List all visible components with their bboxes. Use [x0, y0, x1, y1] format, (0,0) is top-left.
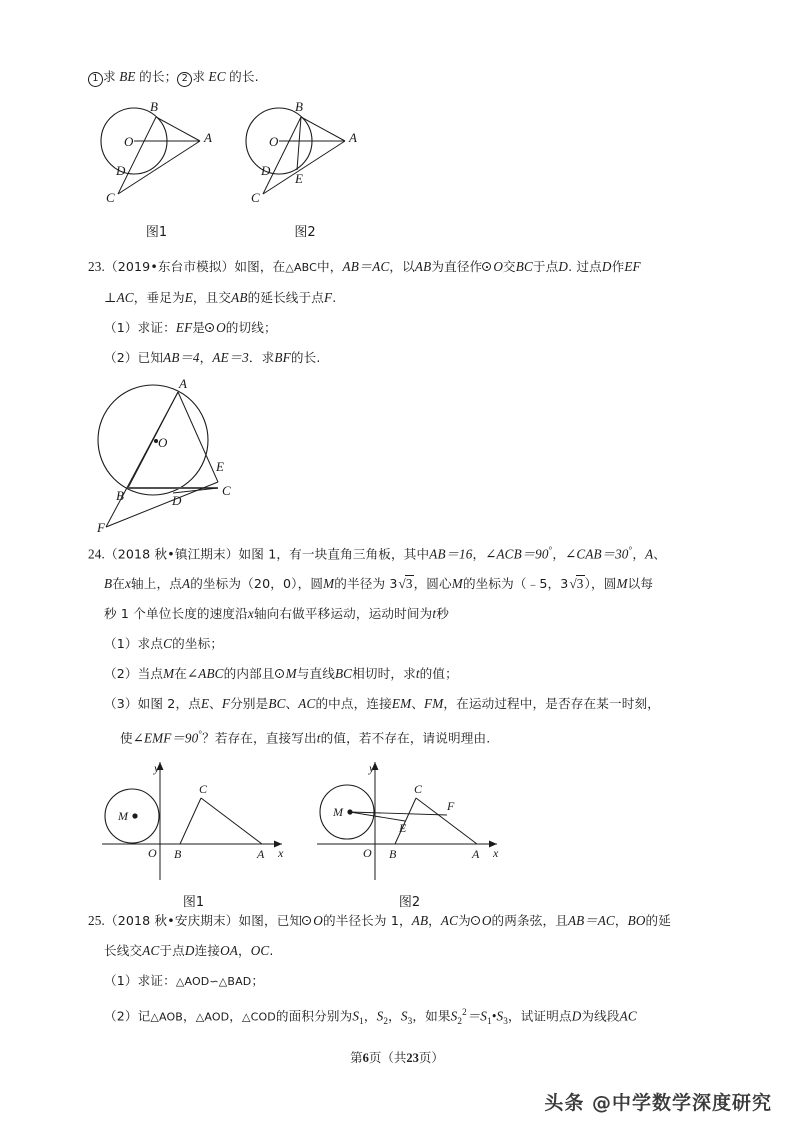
q25-l2-3: 连接: [194, 942, 221, 958]
q24-dot: .: [101, 546, 105, 562]
q25-statement-line-2: [88, 936, 708, 966]
q25-oa: OA: [220, 942, 238, 958]
q24-sub2-6: 的值；: [419, 666, 458, 682]
q24-fig1-svg: [102, 758, 317, 886]
q25-l1-3: ，: [428, 912, 441, 928]
q25-dot: .: [101, 912, 105, 928]
q25-sub2-ac: AC: [619, 1008, 637, 1024]
footer-page-number: 6: [362, 1051, 369, 1065]
q22-seg-be: BE: [119, 69, 136, 84]
q23-number: 23: [88, 259, 102, 274]
q23-figure-svg: [88, 375, 288, 533]
q25-l2-2: 于点: [159, 942, 185, 958]
q24-x-axis-2: x: [247, 606, 254, 622]
q24-sub3-f: F: [221, 696, 231, 712]
q23-body-1: 如图，在: [234, 259, 286, 274]
sqrt-icon: √3: [569, 576, 584, 592]
q24-l2-2: 轴上，点: [130, 576, 182, 592]
q23-body-4: 为直径作: [431, 259, 483, 274]
svg-text:A: A: [349, 130, 357, 145]
q24-sub2-bc: BC: [334, 666, 353, 682]
similar-icon: ∽: [209, 974, 219, 988]
q25-sub1-2: ；: [251, 972, 265, 988]
svg-text:A: A: [204, 130, 212, 145]
q23-sub2-comma: ，: [199, 350, 213, 365]
q25-l1-5: 的两条弦，且: [491, 912, 568, 928]
q24-x-axis: x: [124, 576, 131, 592]
q24-sub1-c: C: [163, 636, 173, 652]
q24-sub1-2: 的坐标；: [172, 636, 224, 652]
q22-fig1-svg: [88, 96, 233, 216]
q24-sub2-t: t: [415, 666, 420, 682]
q24-sub3-7: ，在运动过程中，是否存在某一时刻，: [443, 696, 660, 712]
q23-sub2-ae: AE＝3: [212, 350, 249, 365]
q25-sub2-3: ，: [229, 1008, 243, 1024]
q24-sub2-m-circ: M: [285, 666, 297, 682]
watermark: 头条 @中学数学深度研究: [544, 1092, 772, 1114]
q23-sub1-label: （1）: [104, 320, 138, 335]
q22-figure-1: [88, 96, 233, 240]
q23-sub1-ef: EF: [175, 320, 193, 335]
page-footer: [0, 1048, 794, 1066]
q23-sub2-text-3: 的长.: [290, 350, 321, 365]
q22-figure-group: [88, 96, 708, 238]
q24-l2-1: 在: [112, 576, 125, 592]
q23-triangle-abc: △ABC: [285, 261, 317, 274]
q25-eq-s3-sub: 3: [503, 1015, 508, 1026]
q23-d: D: [558, 259, 569, 274]
q24-l2-3: 的坐标为（20，0），圆: [190, 576, 324, 592]
q23-body-2: 中，: [317, 259, 343, 274]
q24-b: B: [104, 576, 113, 592]
svg-text:B: B: [150, 99, 158, 114]
q23-figure: [88, 375, 708, 535]
q23-ab-eq-ac: AB＝AC: [342, 259, 390, 274]
q25-sub2-7: ，如果: [412, 1008, 451, 1024]
q24-sub1: [88, 629, 708, 659]
q24-sub2-5: 相切时，求: [352, 666, 416, 682]
q25-triangle-aod-2: △AOD: [195, 1010, 230, 1024]
q25-s1: S: [352, 1008, 360, 1024]
q24-l2-4: 的半径为 3: [334, 576, 398, 592]
q24-sub2-angle-abc: ∠ABC: [187, 666, 224, 682]
q23-sub1-text-1: 求证：: [137, 320, 176, 335]
q24-m3: M: [616, 576, 628, 592]
footer-prefix: 第: [350, 1050, 363, 1065]
q22-text-4: 的长.: [229, 69, 259, 84]
q24-l1-2: ，: [472, 546, 486, 562]
q25-bo: BO: [627, 912, 646, 928]
q24-sub3-5: 的中点，连接: [315, 696, 392, 712]
q25-sub2-label: （2）: [104, 1008, 138, 1024]
q24-sub3b-2: ？若存在，直接写出: [202, 730, 317, 746]
q25-sub2-d: D: [571, 1008, 582, 1024]
q24-statement-line-1: [88, 535, 708, 569]
q24-ab: AB＝16: [429, 546, 473, 562]
svg-text:A: A: [179, 376, 187, 391]
svg-text:C: C: [414, 781, 423, 796]
q25-s2-sub: 2: [383, 1015, 389, 1026]
q23-body-8: 作: [611, 259, 625, 274]
q24-angle-cab: ∠CAB＝30: [565, 546, 629, 562]
q24-sub3b-deg: °: [198, 729, 203, 740]
q25-sub2-2: ，: [183, 1008, 196, 1024]
q24-sub3-ac: AC: [298, 696, 316, 712]
q25-triangle-bad: △BAD: [218, 974, 252, 988]
svg-text:M: M: [333, 804, 343, 819]
q24-a: A: [645, 546, 654, 562]
item-marker-2: 2: [177, 72, 192, 87]
q23-sub2-ab: AB＝4: [163, 350, 200, 365]
q25-eq-s1-sub: 1: [486, 1015, 492, 1026]
q22-fig2-svg: [233, 96, 383, 216]
q24-l3-1: 秒 1 个单位长度的速度沿: [104, 606, 248, 622]
q24-l1-1: 如图 1，有一块直角三角板，其中: [238, 546, 430, 562]
q24-sub3-line-2: [88, 719, 708, 753]
q25-l1-7: 的延: [645, 912, 672, 928]
q24-sub3-label: （3）: [104, 696, 138, 712]
q24-l3-3: 秒: [436, 606, 449, 622]
q25-sub2-9: 为线段: [581, 1008, 620, 1024]
svg-text:B: B: [295, 99, 303, 114]
svg-text:B: B: [116, 488, 124, 503]
q23-sub2-text-2: ．求: [248, 350, 275, 365]
q24-sub3-fm: FM: [424, 696, 444, 712]
q25-s2: S: [376, 1008, 384, 1024]
q24-statement-line-2: [88, 569, 708, 599]
q23-line2-5: .: [332, 290, 337, 305]
q25-statement-line-1: [88, 906, 708, 936]
q25-sub2-1: 记: [137, 1008, 151, 1024]
svg-text:B: B: [174, 846, 182, 861]
q24-l2-8: 以每: [627, 576, 654, 592]
q24-sub3-6: 、: [411, 696, 424, 712]
footer-mid: 页（共: [368, 1050, 407, 1065]
q24-sub2-m: M: [163, 666, 175, 682]
q23-d2: D: [601, 259, 612, 274]
q24-angle-acb: ∠ACB＝90: [485, 546, 549, 562]
q25-sub2: [88, 997, 708, 1036]
q25-l2-1: 长线交: [104, 942, 143, 958]
sqrt-icon: √3: [398, 576, 413, 592]
q23-body-3: ，以: [389, 259, 415, 274]
q25-sub1-label: （1）: [104, 972, 138, 988]
q24-l2-7: ），圆: [584, 576, 617, 592]
q25-triangle-cod: △COD: [242, 1010, 276, 1024]
q23-body-7: . 过点: [568, 259, 602, 274]
circle-o-icon: [205, 322, 216, 333]
q23-source: （2019•东台市模拟）: [104, 259, 235, 274]
q23-body-6: 于点: [532, 259, 559, 274]
q25-sub2-4: 的面积分别为: [275, 1008, 353, 1024]
q24-sub1-label: （1）: [104, 636, 138, 652]
q23-ab2: AB: [231, 290, 248, 305]
q25-l1-2: 的半径长为 1，: [322, 912, 412, 928]
q24-sub2-4: 与直线: [296, 666, 335, 682]
svg-text:y: y: [154, 760, 160, 775]
q22-text-1: 求: [103, 69, 116, 84]
q25-oc: OC: [250, 942, 270, 958]
q23-sub1-text-2: 是: [192, 320, 206, 335]
q24-sub2-3: 的内部且: [223, 666, 275, 682]
svg-text:M: M: [118, 808, 128, 823]
q24-m2: M: [451, 576, 463, 592]
q25-l2-ac: AC: [142, 942, 160, 958]
q24-l1-3: ，: [552, 546, 566, 562]
q22-figure-2: [233, 96, 383, 240]
q24-l1-4: ，: [632, 546, 646, 562]
q24-l2-5: ，圆心: [413, 576, 452, 592]
svg-text:C: C: [199, 781, 208, 796]
svg-text:B: B: [389, 846, 397, 861]
q23-bc: BC: [515, 259, 533, 274]
footer-total-pages: 23: [406, 1051, 419, 1065]
q24-sub3-line-1: [88, 689, 708, 719]
q24-statement-line-3: [88, 599, 708, 629]
q23-e: E: [184, 290, 193, 305]
q23-statement-line-2: [88, 283, 708, 313]
svg-text:O: O: [124, 134, 134, 149]
q25-eq-s2-sub: 2: [457, 1015, 463, 1026]
q23-dot: .: [101, 259, 105, 274]
svg-text:F: F: [97, 520, 105, 533]
q25-eq-s2: S: [450, 1008, 458, 1024]
q24-number: 24: [88, 546, 102, 562]
q25-triangle-aod: △AOD: [175, 974, 210, 988]
q24-figure-1: [102, 758, 317, 910]
q24-fig2-svg: [317, 758, 532, 886]
q25-s3-sub: 3: [407, 1015, 413, 1026]
q24-fig1-label: 图1: [182, 894, 205, 910]
q24-sub3-2: 、: [209, 696, 222, 712]
svg-text:E: E: [399, 820, 407, 835]
q24-sub3-bc: BC: [268, 696, 286, 712]
q22-fig1-label: 图1: [145, 225, 168, 240]
svg-text:O: O: [148, 845, 157, 860]
svg-text:O: O: [363, 845, 372, 860]
q25-ab: AB: [411, 912, 429, 928]
q24-sub3b-t: t: [316, 730, 321, 746]
q24-figure-2: [317, 758, 532, 910]
q24-deg-2: °: [628, 545, 633, 555]
q24-sub3-e: E: [200, 696, 210, 712]
svg-text:E: E: [295, 171, 303, 186]
svg-text:C: C: [251, 190, 260, 205]
q23-sub1-text-3: 的切线；: [225, 320, 277, 335]
svg-text:x: x: [278, 845, 284, 860]
svg-text:x: x: [493, 845, 499, 860]
q24-sqrt3-a: 3: [405, 576, 413, 592]
q24-deg-1: °: [548, 545, 553, 555]
q23-sub2-label: （2）: [104, 350, 138, 365]
q23-f: F: [324, 290, 333, 305]
q24-sub2-label: （2）: [104, 666, 138, 682]
q24-sub2-1: 当点: [137, 666, 164, 682]
q25-number: 25: [88, 912, 102, 928]
q25-o2: O: [481, 912, 492, 928]
circle-o-icon: [471, 915, 482, 926]
q24-sub3-3: 分别是: [230, 696, 269, 712]
circle-o-icon: [482, 261, 493, 272]
svg-text:E: E: [216, 459, 224, 474]
q24-a2: A: [181, 576, 191, 592]
svg-text:C: C: [106, 190, 115, 205]
svg-text:D: D: [261, 163, 271, 178]
q25-sub1-1: 求证：: [137, 972, 176, 988]
q24-sub3-1: 如图 2，点: [137, 696, 201, 712]
q25-sub2-6: ，: [388, 1008, 401, 1024]
q22-tail-line: [88, 62, 708, 92]
q22-fig2-label: 图2: [294, 225, 316, 240]
circle-o-icon: [275, 668, 286, 679]
q23-sub2-text-1: 已知: [137, 350, 164, 365]
q24-sub2-2: 在: [174, 666, 188, 682]
svg-text:O: O: [269, 134, 279, 149]
q23-ef: EF: [624, 259, 641, 274]
q22-text-2: 的长；: [139, 69, 178, 84]
q25-triangle-aob: △AOB: [150, 1010, 184, 1024]
q25-ab-eq-ac: AB＝AC: [567, 912, 615, 928]
q23-sub2: [88, 343, 708, 373]
q25-source: （2018 秋•安庆期末）: [104, 912, 239, 928]
q22-text-3: 求: [192, 69, 206, 84]
q25-sub2-5: ，: [363, 1008, 377, 1024]
q24-sub2: [88, 659, 708, 689]
q24-fig2-label: 图2: [398, 894, 421, 910]
q23-ab: AB: [414, 259, 432, 274]
q25-l2-5: .: [269, 942, 274, 958]
q23-line2-2: ，垂足为: [133, 290, 185, 305]
q24-sub3-em: EM: [391, 696, 412, 712]
q25-l1-6: ，: [614, 912, 628, 928]
q24-m: M: [323, 576, 335, 592]
q25-ac: AC: [440, 912, 459, 928]
q25-s1-sub: 1: [359, 1015, 364, 1026]
q22-seg-ec: EC: [208, 69, 226, 84]
q25-l2-4: ，: [237, 942, 251, 958]
q23-perp: ⊥: [104, 290, 117, 305]
q24-t: t: [432, 606, 437, 622]
svg-text:F: F: [447, 798, 455, 813]
q23-ac: AC: [116, 290, 134, 305]
q24-l2-6: 的坐标为（﹣5，3: [462, 576, 569, 592]
q25-eq-mid: ＝S: [466, 1008, 487, 1024]
q23-line2-3: ，且交: [192, 290, 232, 305]
q24-sub3b-1: 使: [120, 730, 133, 746]
q23-line2-4: 的延长线于点: [247, 290, 325, 305]
q25-l1-1: 如图，已知: [238, 912, 303, 928]
svg-text:D: D: [116, 163, 126, 178]
q24-sqrt3-b: 3: [576, 576, 584, 592]
q23-statement-line-1: [88, 252, 708, 283]
svg-text:y: y: [369, 760, 375, 775]
item-marker-1: 1: [88, 72, 103, 87]
q24-sub1-1: 求点: [137, 636, 164, 652]
svg-text:A: A: [472, 846, 480, 861]
q25-l2-d: D: [184, 942, 195, 958]
q25-eq-dot: •S: [491, 1008, 504, 1024]
q23-body-5: 交: [503, 259, 516, 274]
q23-sub1-o: O: [216, 320, 226, 335]
q25-sub1: [88, 966, 708, 997]
q24-sub3b-angle-emf: ∠EMF＝90: [132, 730, 199, 746]
q23-o: O: [493, 259, 503, 274]
q24-sub3-4: 、: [285, 696, 299, 712]
q24-sub3b-3: 的值，若不存在，请说明理由.: [320, 730, 491, 746]
page-content: [88, 62, 708, 1036]
q25-eq-s2-sup: 2: [462, 1006, 467, 1017]
q23-sub2-bf: BF: [274, 350, 291, 365]
footer-suffix: 页）: [418, 1050, 444, 1065]
svg-text:C: C: [222, 483, 231, 498]
q24-source: （2018 秋•镇江期末）: [104, 546, 239, 562]
q24-l1-5: 、: [653, 546, 667, 562]
q24-figure-group: [88, 758, 708, 910]
q25-s3: S: [400, 1008, 408, 1024]
svg-text:D: D: [172, 493, 182, 508]
q25-sub2-8: ，试证明点: [507, 1008, 572, 1024]
circle-o-icon: [302, 915, 313, 926]
svg-text:O: O: [158, 435, 168, 450]
svg-text:A: A: [257, 846, 265, 861]
q24-l3-2: 轴向右做平移运动，运动时间为: [253, 606, 433, 622]
q23-sub1: [88, 313, 708, 343]
q25-o: O: [313, 912, 323, 928]
q25-l1-4: 为: [458, 912, 471, 928]
